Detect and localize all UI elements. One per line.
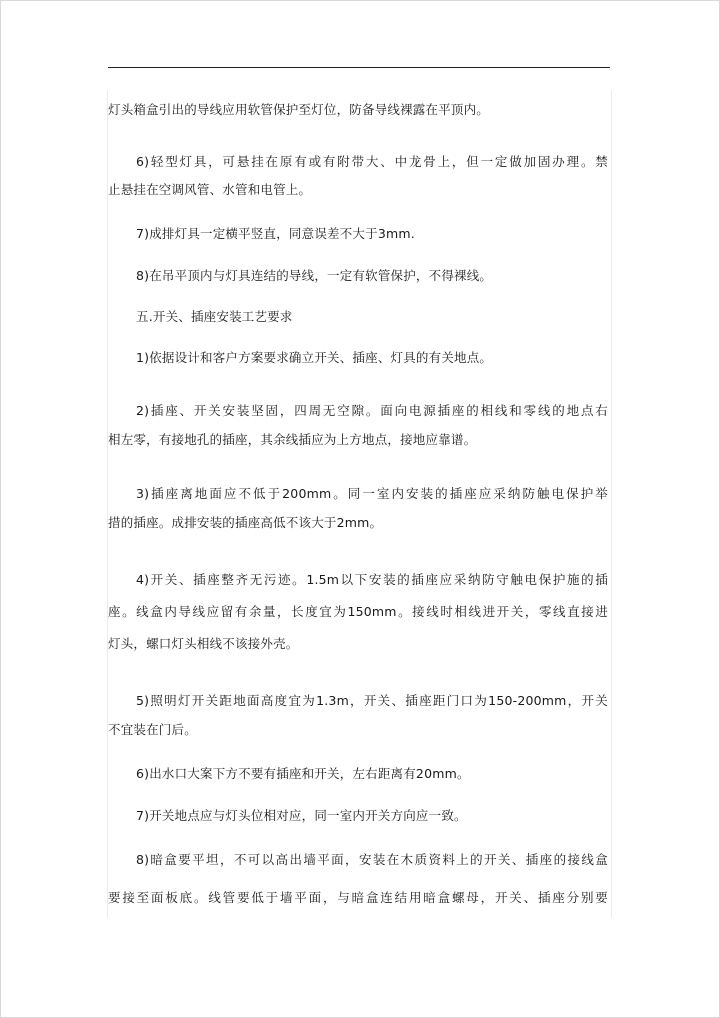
text-line: 相左零，有接地孔的插座，其余线插应为上方地点，接地应靠谱。 bbox=[108, 432, 477, 447]
text-line: 8)暗盒要平坦，不可以高出墙平面，安装在木质资料上的开关、插座的接线盒 bbox=[136, 852, 608, 867]
header-rule bbox=[108, 67, 610, 68]
text-line: 8)在吊平顶内与灯具连结的导线，一定有软管保护，不得裸线。 bbox=[136, 268, 493, 283]
text-line: 措的插座。成排安装的插座高低不该大于2mm。 bbox=[108, 515, 383, 530]
text-line: 不宜装在门后。 bbox=[108, 722, 197, 737]
text-line: 6)出水口大案下方不要有插座和开关，左右距离有20mm。 bbox=[136, 766, 470, 781]
text-line: 灯头箱盒引出的导线应用软管保护至灯位，防备导线裸露在平顶内。 bbox=[108, 102, 490, 117]
text-line: 4)开关、插座整齐无污迹。1.5m以下安装的插座应采纳防守触电保护施的插 bbox=[136, 572, 608, 587]
text-line: 6)轻型灯具，可悬挂在原有或有附带大、中龙骨上，但一定做加固办理。禁 bbox=[136, 154, 608, 169]
section-heading: 五.开关、插座安装工艺要求 bbox=[136, 309, 293, 324]
text-line: 3)插座离地面应不低于200mm。同一室内安装的插座应采纳防触电保护举 bbox=[136, 486, 608, 501]
text-frame bbox=[107, 90, 612, 918]
text-line: 1)依据设计和客户方案要求确立开关、插座、灯具的有关地点。 bbox=[136, 350, 493, 365]
text-line: 7)开关地点应与灯头位相对应，同一室内开关方向应一致。 bbox=[136, 808, 467, 823]
text-line: 止悬挂在空调风管、水管和电管上。 bbox=[108, 182, 312, 197]
text-line: 灯头，螺口灯头相线不该接外壳。 bbox=[108, 636, 299, 651]
text-line: 要接至面板底。线管要低于墙平面，与暗盒连结用暗盒螺母，开关、插座分别要 bbox=[108, 890, 608, 905]
text-line: 2)插座、开关安装坚固，四周无空隙。面向电源插座的相线和零线的地点右 bbox=[136, 403, 608, 418]
text-line: 座。线盒内导线应留有余量，长度宜为150mm。接线时相线进开关，零线直接进 bbox=[108, 604, 608, 619]
text-line: 7)成排灯具一定横平竖直，同意误差不大于3mm. bbox=[136, 226, 415, 241]
text-line: 5)照明灯开关距地面高度宜为1.3m，开关、插座距门口为150-200mm，开关 bbox=[136, 693, 608, 708]
